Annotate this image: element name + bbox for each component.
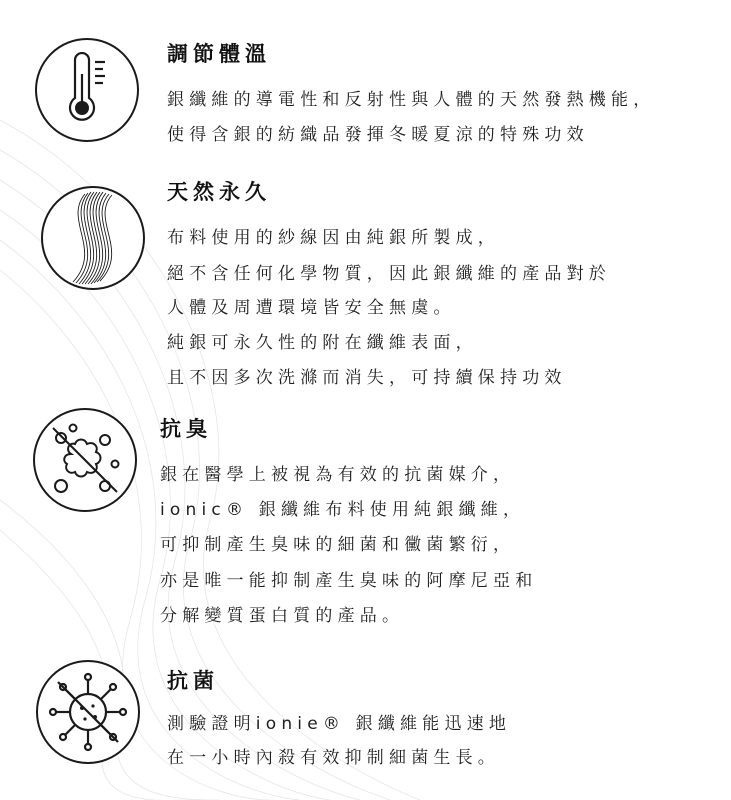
section-title: 調節體溫 <box>167 42 271 66</box>
section-text-line: 布料使用的紗線因由純銀所製成， <box>167 228 500 248</box>
section-text-line: 亦是唯一能抑制產生臭味的阿摩尼亞和 <box>160 571 538 591</box>
section-text-line: 人體及周遭環境皆安全無虞。 <box>167 298 456 318</box>
section-title: 天然永久 <box>167 180 271 204</box>
section-text-line: 銀纖維的導電性和反射性與人體的天然發熱機能， <box>167 90 656 110</box>
section-text-line: 銀在醫學上被視為有效的抗菌媒介， <box>160 465 516 485</box>
no-bacteria-icon-circle <box>36 660 140 764</box>
section-text-line: 純銀可永久性的附在纖維表面， <box>167 333 478 353</box>
section-text-line: ionic® 銀纖維布料使用純銀纖維， <box>160 500 526 520</box>
fiber-strands-icon <box>45 190 141 286</box>
section-title: 抗菌 <box>167 669 219 693</box>
section-text-line: 絕不含任何化學物質，因此銀纖維的產品對於 <box>167 264 611 284</box>
section-text-line: 可抑制產生臭味的細菌和黴菌繁衍， <box>160 535 516 555</box>
thermometer-icon-circle <box>35 38 139 142</box>
section-text-line: 且不因多次洗滌而消失，可持續保持功效 <box>167 368 567 388</box>
fiber-icon-circle <box>41 186 145 290</box>
section-text-line: 測驗證明ionie® 銀纖維能迅速地 <box>167 714 512 734</box>
thermometer-icon <box>57 52 117 128</box>
no-odor-icon <box>35 410 135 510</box>
section-text-line: 使得含銀的紡織品發揮冬暖夏涼的特殊功效 <box>167 125 589 145</box>
no-odor-icon-circle <box>33 408 137 512</box>
no-bacteria-icon <box>38 662 138 762</box>
section-text-line: 在一小時內殺有效抑制細菌生長。 <box>167 748 500 768</box>
section-title: 抗臭 <box>160 417 212 441</box>
section-text-line: 分解變質蛋白質的產品。 <box>160 606 405 626</box>
